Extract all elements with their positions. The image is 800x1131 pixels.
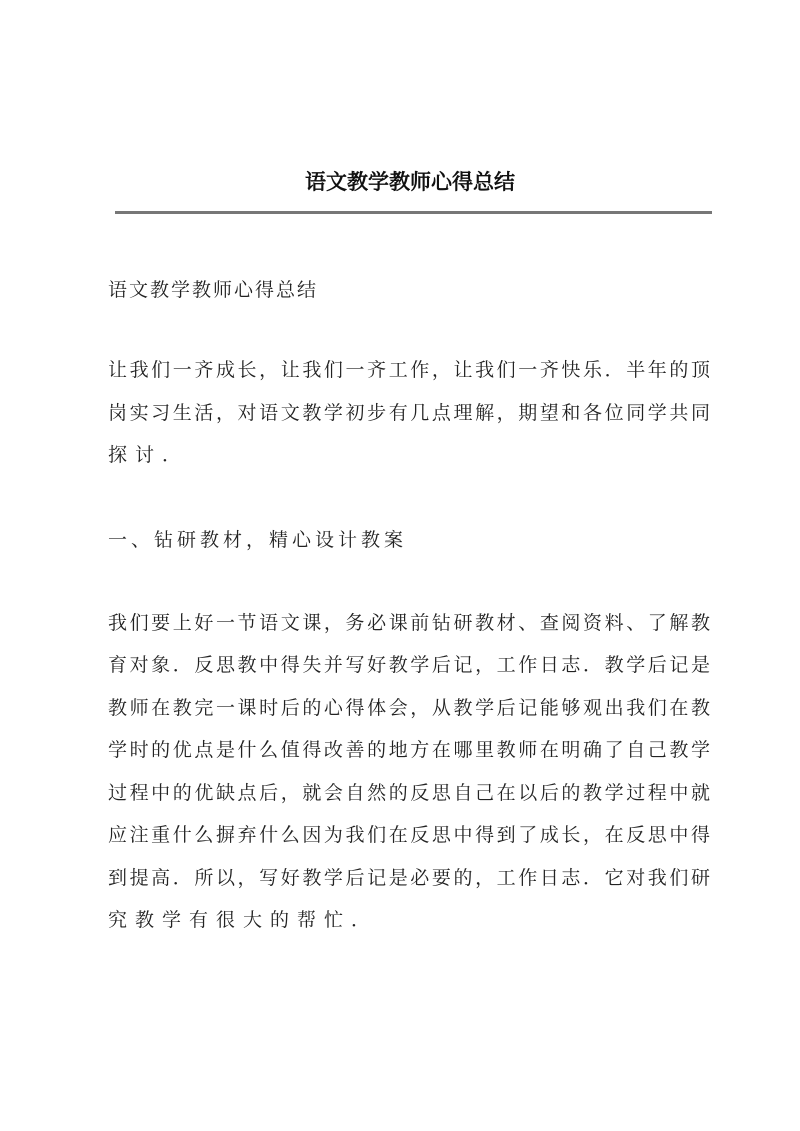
paragraph-line: 让我们一齐成长，让我们一齐工作，让我们一齐快乐．半年的顶 [108,359,710,381]
document-title: 语文教学教师心得总结 [305,169,515,194]
paragraph-line: 究教学有很大的帮忙． [108,909,379,931]
paragraph-line: 到提高．所以，写好教学后记是必要的，工作日志．它对我们研 [108,867,710,889]
paragraph-line: 岗实习生活，对语文教学初步有几点理解，期望和各位同学共同 [108,402,710,424]
paragraph-line: 过程中的优缺点后，就会自然的反思自己在以后的教学过程中就 [108,782,710,804]
paragraph-line: 教师在教完一课时后的心得体会，从教学后记能够观出我们在教 [108,697,710,719]
paragraph-line: 探讨． [108,444,190,466]
paragraph-line: 育对象．反思教中得失并写好教学后记，工作日志．教学后记是 [108,654,710,676]
document-subtitle: 语文教学教师心得总结 [108,279,319,301]
title-divider [115,211,712,214]
paragraph-line: 我们要上好一节语文课，务必课前钻研教材、查阅资料、了解教 [108,612,710,634]
section-heading: 一、钻研教材，精心设计教案 [108,529,408,551]
paragraph-line: 学时的优点是什么值得改善的地方在哪里教师在明确了自己教学 [108,739,710,761]
paragraph-line: 应注重什么摒弃什么因为我们在反思中得到了成长，在反思中得 [108,824,710,846]
